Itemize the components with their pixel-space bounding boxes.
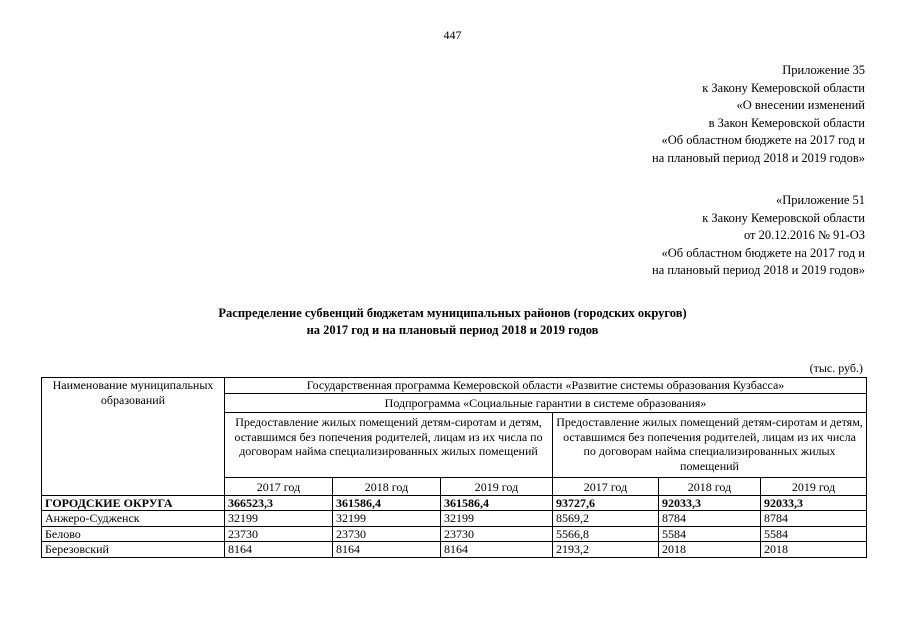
cell-value: 2018 — [761, 542, 867, 558]
program-header: Государственная программа Кемеровской области «Развитие системы образования Кузбасса» — [225, 378, 867, 394]
cell-value: 2193,2 — [553, 542, 659, 558]
title-line: Распределение субвенций бюджетам муниципальных районов (городских округов) — [218, 306, 687, 320]
name-column-header: Наименование муниципальных образований — [42, 378, 225, 496]
subprogram-header: Подпрограмма «Социальные гарантии в системе образования» — [225, 393, 867, 413]
cell-value: 5584 — [659, 526, 761, 542]
table-header-row — [42, 378, 867, 394]
appendix-line: к Закону Кемеровской области — [702, 80, 865, 95]
cell-value: 93727,6 — [553, 495, 659, 511]
cell-value: 92033,3 — [659, 495, 761, 511]
cell-value: 23730 — [441, 526, 553, 542]
cell-value: 361586,4 — [333, 495, 441, 511]
table-row-total — [42, 495, 867, 511]
cell-value: 32199 — [333, 511, 441, 527]
units-label: (тыс. руб.) — [809, 361, 863, 375]
cell-value: 8784 — [761, 511, 867, 527]
title-line: на 2017 год и на плановый период 2018 и 2019 годов — [306, 323, 599, 337]
appendix-line: «Об областном бюджете на 2017 год и — [661, 245, 865, 260]
row-name: Белово — [42, 526, 225, 542]
year-header: 2018 год — [659, 478, 761, 496]
cell-value: 366523,3 — [225, 495, 333, 511]
cell-value: 8164 — [441, 542, 553, 558]
cell-value: 32199 — [441, 511, 553, 527]
cell-value: 92033,3 — [761, 495, 867, 511]
subsidy-table — [41, 377, 867, 558]
table-row — [42, 511, 867, 527]
appendix-line: к Закону Кемеровской области — [702, 210, 865, 225]
page-number: 447 — [443, 28, 462, 42]
group-1-header: Предоставление жилых помещений детям-сиротам и детям, оставшимся без попечения родителей, лицам из их числа по договорам найма специализированных жилых помещений — [225, 413, 553, 478]
cell-value: 8164 — [333, 542, 441, 558]
cell-value: 8164 — [225, 542, 333, 558]
appendix-line: от 20.12.2016 № 91-ОЗ — [743, 228, 865, 243]
year-header: 2019 год — [441, 478, 553, 496]
year-header: 2018 год — [333, 478, 441, 496]
appendix-51-header — [652, 192, 865, 280]
appendix-line: «О внесении изменений — [736, 98, 865, 113]
table-row — [42, 542, 867, 558]
appendix-line: Приложение 35 — [782, 63, 865, 77]
cell-value: 5566,8 — [553, 526, 659, 542]
appendix-35-header — [652, 62, 865, 168]
appendix-line: на плановый период 2018 и 2019 годов» — [652, 150, 865, 165]
appendix-line: «Приложение 51 — [776, 193, 865, 207]
appendix-line: «Об областном бюджете на 2017 год и — [661, 133, 865, 148]
cell-value: 2018 — [659, 542, 761, 558]
group-2-header: Предоставление жилых помещений детям-сиротам и детям, оставшимся без попечения родителей, лицам из их числа по договорам найма специализированных жилых помещений — [553, 413, 867, 478]
cell-value: 23730 — [333, 526, 441, 542]
appendix-line: на плановый период 2018 и 2019 годов» — [652, 263, 865, 278]
year-header: 2017 год — [553, 478, 659, 496]
appendix-line: в Закон Кемеровской области — [708, 115, 865, 130]
table-row — [42, 526, 867, 542]
year-header: 2017 год — [225, 478, 333, 496]
cell-value: 23730 — [225, 526, 333, 542]
cell-value: 32199 — [225, 511, 333, 527]
cell-value: 5584 — [761, 526, 867, 542]
year-header: 2019 год — [761, 478, 867, 496]
cell-value: 8569,2 — [553, 511, 659, 527]
cell-value: 361586,4 — [441, 495, 553, 511]
row-name: Анжеро-Судженск — [42, 511, 225, 527]
row-name: Березовский — [42, 542, 225, 558]
row-name: ГОРОДСКИЕ ОКРУГА — [42, 495, 225, 511]
cell-value: 8784 — [659, 511, 761, 527]
document-title — [0, 305, 905, 339]
